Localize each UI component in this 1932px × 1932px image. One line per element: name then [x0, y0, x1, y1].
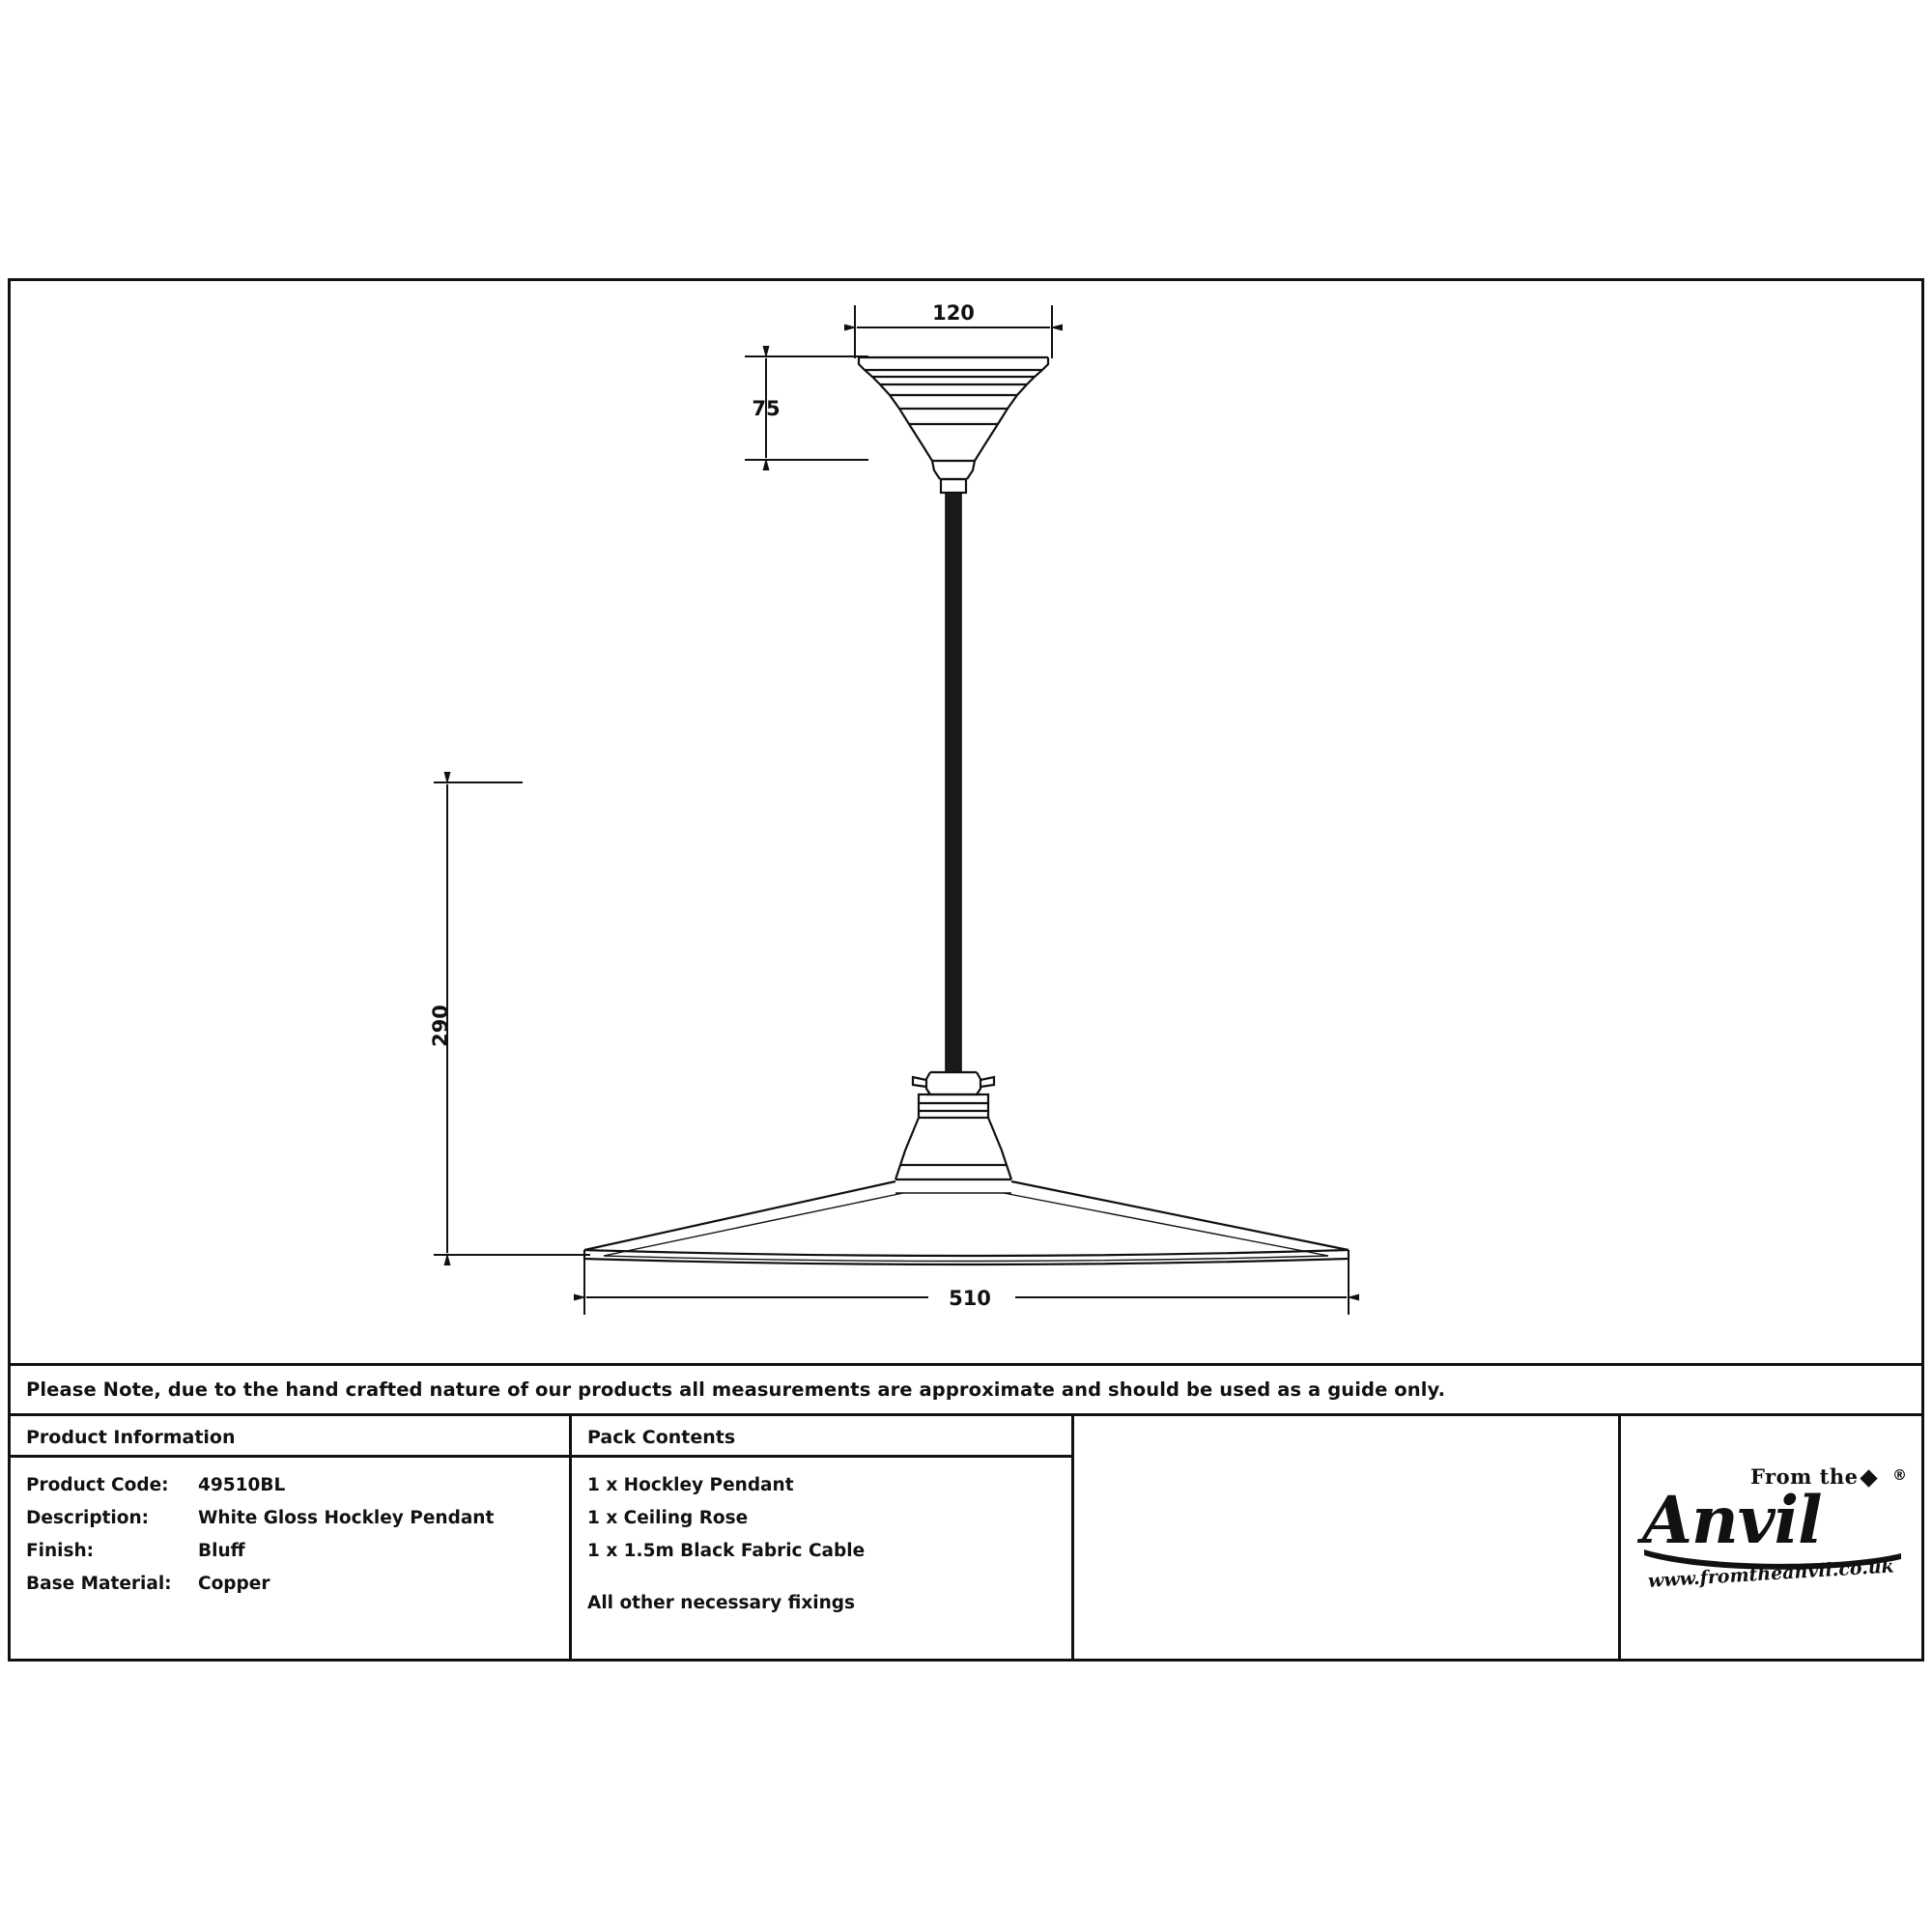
logo-url-text: www.fromtheanvil.co.uk — [1647, 1555, 1895, 1592]
pack-contents-header-label: Pack Contents — [587, 1427, 736, 1448]
fabric-cable — [946, 493, 961, 1072]
lamp-holder — [895, 1072, 1011, 1179]
table-row — [26, 1475, 554, 1508]
list-item: 1 x Hockley Pendant — [587, 1475, 794, 1495]
base-material-value: Copper — [198, 1574, 270, 1594]
dimension-label-75: 75 — [752, 397, 781, 420]
blank-column — [1071, 1416, 1618, 1662]
logo-top-text: From the — [1750, 1464, 1859, 1489]
dimension-label-120: 120 — [932, 301, 975, 325]
table-row — [26, 1574, 554, 1606]
note-text: Please Note, due to the hand crafted nature of our products all measurements are approximate and should be used as a guide only. — [26, 1378, 1446, 1401]
pendant-shade — [584, 1181, 1349, 1264]
finish-label: Finish: — [26, 1541, 95, 1561]
dimension-290 — [434, 782, 590, 1255]
product-information-header-label: Product Information — [26, 1427, 236, 1448]
product-information-body — [11, 1458, 569, 1606]
logo-inner — [1642, 1463, 1905, 1617]
note-row — [11, 1363, 1921, 1413]
blank-column-header — [1074, 1416, 1618, 1458]
logo-main-text: Anvil — [1642, 1482, 1822, 1558]
pack-contents-spacer — [587, 1574, 1056, 1593]
product-code-value: 49510BL — [198, 1475, 286, 1495]
product-information-column — [11, 1416, 569, 1662]
pack-contents-header — [572, 1416, 1071, 1458]
drawing-sheet — [8, 278, 1924, 1662]
info-table — [11, 1413, 1921, 1659]
technical-drawing — [11, 281, 1921, 1363]
base-material-label: Base Material: — [26, 1574, 172, 1594]
pack-contents-footer: All other necessary fixings — [587, 1593, 856, 1613]
description-value: White Gloss Hockley Pendant — [198, 1508, 495, 1528]
dimension-label-290: 290 — [429, 1005, 452, 1047]
pack-contents-column — [569, 1416, 1071, 1662]
table-row — [26, 1508, 554, 1541]
finish-value: Bluff — [198, 1541, 245, 1561]
pack-contents-body — [572, 1458, 1071, 1626]
list-item: 1 x Ceiling Rose — [587, 1508, 749, 1528]
dimension-label-510: 510 — [949, 1287, 991, 1310]
logo-column — [1618, 1416, 1921, 1662]
product-information-header — [11, 1416, 569, 1458]
description-label: Description: — [26, 1508, 150, 1528]
ceiling-rose — [859, 357, 1048, 493]
list-item: 1 x 1.5m Black Fabric Cable — [587, 1541, 866, 1561]
product-code-label: Product Code: — [26, 1475, 169, 1495]
table-row — [26, 1541, 554, 1574]
registered-trademark-icon: ® — [1892, 1466, 1907, 1484]
brand-logo — [1621, 1416, 1924, 1662]
diamond-icon — [1860, 1469, 1877, 1487]
